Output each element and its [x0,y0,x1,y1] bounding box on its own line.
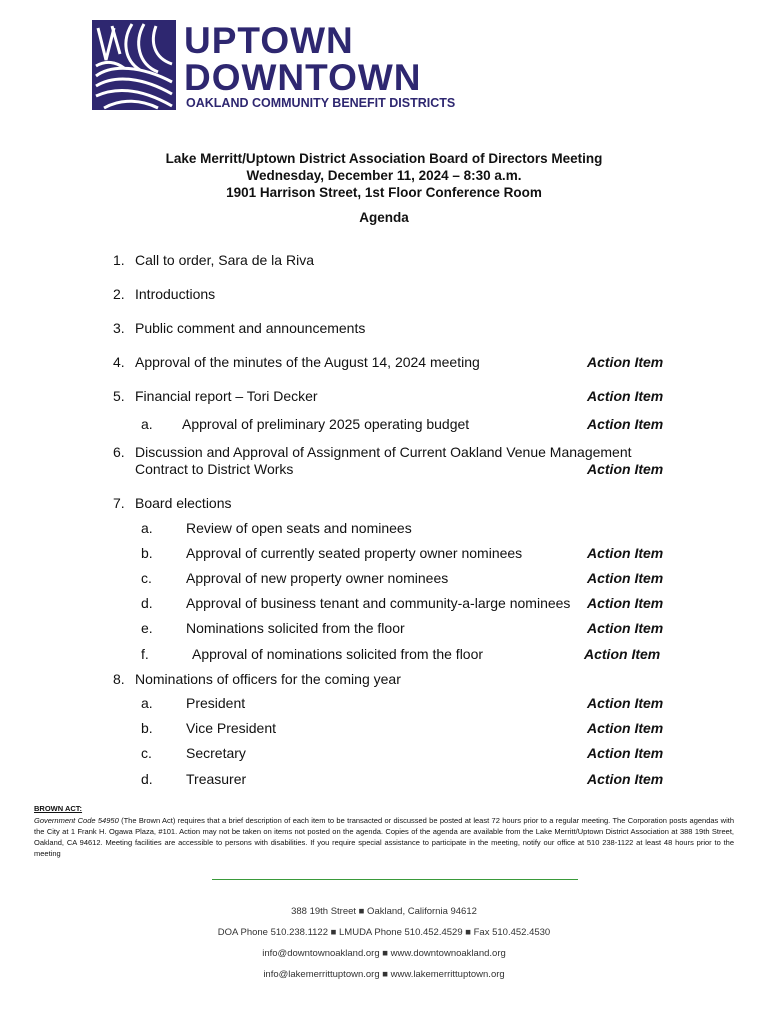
logo-mark-icon [92,20,176,110]
subitem-letter: c. [141,745,152,761]
subitem-text: Vice President [186,720,277,736]
subitem-text: Approval of nominations solicited from the floor [192,646,484,662]
action-item-label: Action Item [587,545,664,561]
action-item-label: Action Item [587,771,664,787]
item-text: Approval of the minutes of the August 14, 2024 meeting [135,354,480,370]
action-item-label: Action Item [587,461,664,477]
subitem-letter: a. [141,416,153,432]
subitem-letter: a. [141,695,153,711]
logo-text-uptown: UPTOWN [184,20,354,61]
subitem-letter: b. [141,545,153,561]
footer-phones: DOA Phone 510.238.1122 ■ LMUDA Phone 510.452.4529 ■ Fax 510.452.4530 [217,927,551,938]
action-item-label: Action Item [587,620,664,636]
subitem-text: Nominations solicited from the floor [186,620,405,636]
item-text: Introductions [135,286,216,302]
item-text: Board elections [135,495,232,511]
meeting-title: Lake Merritt/Uptown District Association Board of Directors Meeting [165,151,603,166]
item-text: Public comment and announcements [135,320,366,336]
footer-divider [212,879,578,880]
logo-subtitle: OAKLAND COMMUNITY BENEFIT DISTRICTS [186,96,456,110]
brown-act-notice [34,815,734,859]
item-text-continued: Contract to District Works [135,461,294,477]
item-number: 3. [113,320,125,336]
item-text: Financial report – Tori Decker [135,388,318,404]
brown-act-code: Government Code 54950 [34,816,119,825]
subitem-text: Review of open seats and nominees [186,520,412,536]
meeting-location: 1901 Harrison Street, 1st Floor Conference Room [226,185,542,200]
logo-text-downtown: DOWNTOWN [184,57,422,98]
subitem-letter: e. [141,620,153,636]
subitem-letter: b. [141,720,153,736]
meeting-date: Wednesday, December 11, 2024 – 8:30 a.m. [246,168,522,183]
action-item-label: Action Item [587,570,664,586]
brown-act-title: BROWN ACT: [34,804,83,813]
action-item-label: Action Item [587,416,664,432]
item-text: Call to order, Sara de la Riva [135,252,314,268]
item-number: 5. [113,388,125,404]
item-number: 7. [113,495,125,511]
footer-contact-downtown: info@downtownoakland.org ■ www.downtownoakland.org [262,948,506,959]
item-number: 8. [113,671,125,687]
item-text: Nominations of officers for the coming year [135,671,401,687]
item-number: 2. [113,286,125,302]
subitem-text: Approval of currently seated property owner nominees [186,545,523,561]
footer-contact-uptown: info@lakemerrittuptown.org ■ www.lakemerrittuptown.org [263,969,505,980]
subitem-text: President [186,695,246,711]
item-number: 1. [113,252,125,268]
subitem-text: Approval of business tenant and community-a-large nominees [186,595,571,611]
brown-act-text: (The Brown Act) requires that a brief description of each item to be transacted or discussed be posted at least 72 hours prior to a regular meeting. The Corporation posts agendas with the City at 1 Frank H. Ogawa Plaza, #101. Action may not be taken on items not posted on the agenda. Copies of the agenda are available from the Lake Merritt/Uptown District Association at 388 19th Street, Oakland, CA 94612. Meeting facilities are accessible to persons with disabilities. If you require special assistance to participate in the meeting, notify our office at 510 238-1122 at least 48 hours prior to the meeting [34,816,734,858]
action-item-label: Action Item [587,354,664,370]
action-item-label: Action Item [587,388,664,404]
action-item-label: Action Item [584,646,661,662]
action-item-label: Action Item [587,595,664,611]
subitem-letter: d. [141,595,153,611]
action-item-label: Action Item [587,720,664,736]
subitem-text: Secretary [186,745,246,761]
action-item-label: Action Item [587,745,664,761]
footer-address: 388 19th Street ■ Oakland, California 94612 [291,906,477,917]
agenda-heading: Agenda [359,210,409,225]
item-number: 6. [113,444,125,460]
subitem-letter: a. [141,520,153,536]
action-item-label: Action Item [587,695,664,711]
subitem-letter: c. [141,570,152,586]
subitem-text: Approval of new property owner nominees [186,570,449,586]
subitem-text: Treasurer [186,771,247,787]
item-text: Discussion and Approval of Assignment of Current Oakland Venue Management [135,444,632,460]
subitem-letter: d. [141,771,153,787]
subitem-letter: f. [141,646,149,662]
item-number: 4. [113,354,125,370]
subitem-text: Approval of preliminary 2025 operating budget [182,416,470,432]
